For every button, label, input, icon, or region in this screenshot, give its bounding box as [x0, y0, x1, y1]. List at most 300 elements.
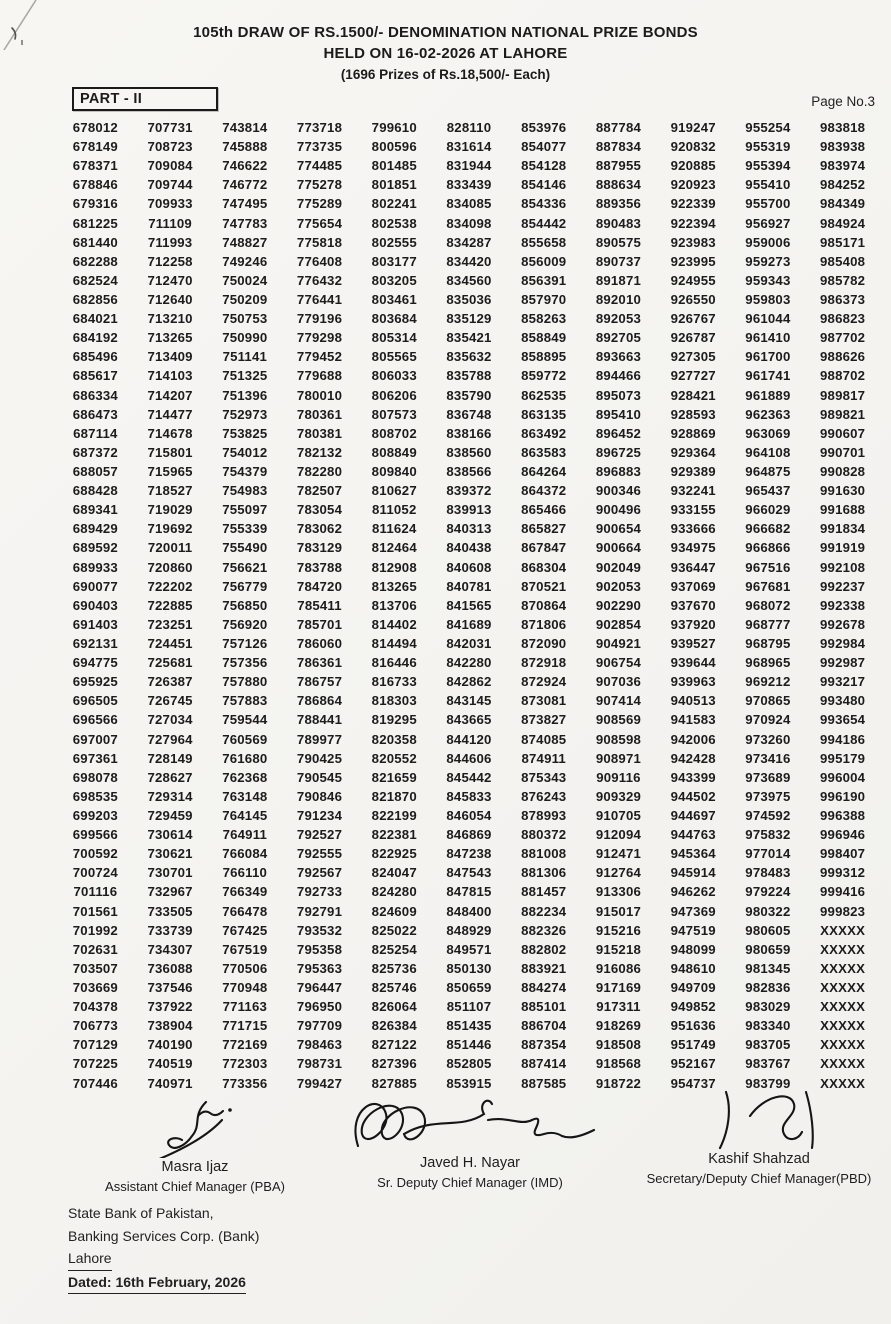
- bond-number: 682288: [72, 253, 118, 269]
- bond-number: 728149: [147, 750, 193, 766]
- bond-number: 755097: [222, 502, 268, 518]
- bond-number: 896883: [595, 464, 642, 480]
- bond-number: 831944: [446, 158, 492, 174]
- bond-number: 822925: [371, 846, 417, 862]
- org-line-1: State Bank of Pakistan,: [68, 1205, 214, 1221]
- bond-number: 797709: [296, 1018, 343, 1034]
- bond-number: 762368: [222, 769, 268, 785]
- bond-number: 858849: [521, 330, 567, 346]
- bond-number: 801851: [371, 177, 417, 193]
- bond-number: 748827: [222, 234, 268, 250]
- bond-number: 834287: [446, 234, 492, 250]
- bond-number: 786757: [296, 674, 343, 690]
- bond-number: 939527: [670, 636, 716, 651]
- bond-number: 887834: [595, 139, 642, 155]
- title-line-3: (1696 Prizes of Rs.18,500/- Each): [340, 67, 551, 82]
- bond-number: 711109: [148, 215, 192, 231]
- bond-number: 887354: [521, 1037, 567, 1053]
- bond-number: 943399: [670, 769, 716, 785]
- bond-number: 766478: [222, 903, 268, 919]
- bond-number: 989821: [820, 406, 866, 422]
- bond-number: 956927: [745, 215, 791, 231]
- bond-number: 698535: [72, 788, 118, 804]
- bond-number: 955319: [745, 139, 791, 155]
- bond-number: 798731: [296, 1056, 343, 1072]
- bond-number: 886704: [521, 1018, 567, 1034]
- bond-number: 922394: [670, 215, 716, 231]
- bond-number: 780361: [296, 406, 343, 422]
- bond-number: 981345: [745, 960, 791, 976]
- bond-number: 827122: [371, 1037, 417, 1053]
- bond-number: 989817: [820, 387, 866, 403]
- bond-number: 766110: [222, 865, 268, 881]
- bond-number: 959343: [745, 272, 791, 288]
- bond-number: 803461: [371, 292, 417, 308]
- bond-number: 986823: [820, 311, 866, 327]
- bond-number: 805565: [371, 349, 417, 365]
- bond-number: 968795: [745, 636, 791, 651]
- bond-number: 756850: [222, 597, 268, 613]
- bond-number: 689429: [72, 521, 118, 537]
- bond-number: 973975: [745, 788, 791, 804]
- bond-number: 754379: [222, 464, 268, 480]
- bond-number: 986373: [820, 292, 866, 308]
- bond-number: 684192: [72, 330, 118, 346]
- bond-number: 766349: [222, 884, 268, 900]
- bond-number: 839913: [446, 502, 492, 518]
- bond-number: 835129: [446, 311, 492, 327]
- bond-number: 783788: [296, 559, 343, 575]
- bond-number: 775289: [296, 196, 343, 212]
- bond-number: 978483: [745, 865, 791, 881]
- bond-number: 699203: [72, 807, 118, 823]
- bond-number: 995179: [820, 750, 866, 766]
- bond-number: 843665: [446, 712, 492, 728]
- bond-number: 969212: [745, 674, 791, 690]
- bond-number: 719692: [147, 521, 193, 537]
- bond-number: 803205: [371, 272, 417, 288]
- bond-number: 855658: [521, 234, 567, 250]
- part-label-box: [72, 87, 218, 111]
- bond-number: 916086: [595, 960, 642, 976]
- bond-number: 992984: [820, 636, 866, 651]
- bond-number: 690403: [72, 597, 118, 613]
- bond-number: 725681: [147, 655, 193, 671]
- bond-number: 839372: [446, 483, 492, 499]
- bond-number: 806206: [371, 387, 417, 403]
- bond-number: 807573: [371, 406, 417, 422]
- bond-number: 887414: [521, 1056, 567, 1072]
- bond-number: 893663: [595, 349, 642, 365]
- bond-number: 966866: [745, 540, 791, 556]
- bond-number: 851446: [446, 1037, 492, 1053]
- bond-number: 936447: [670, 559, 716, 575]
- bond-number: 992338: [820, 597, 866, 613]
- bond-number: 799610: [371, 120, 417, 136]
- bond-number: 892705: [595, 330, 642, 346]
- bond-number: 959273: [745, 253, 791, 269]
- document-header: [0, 22, 891, 85]
- bond-number: 803177: [371, 253, 417, 269]
- bond-number: 908598: [595, 731, 642, 747]
- bond-number: 723251: [147, 616, 193, 632]
- bond-number: 999312: [820, 865, 866, 881]
- bond-number: 876243: [521, 788, 567, 804]
- bond-number: 992108: [820, 559, 866, 575]
- bond-number: 918269: [595, 1018, 642, 1034]
- signatory-title-3: Secretary/Deputy Chief Manager(PBD): [646, 1171, 872, 1186]
- bond-number: 945364: [670, 846, 716, 862]
- bond-number: 856391: [521, 272, 567, 288]
- bond-number: 740190: [147, 1037, 193, 1053]
- bond-number: 843145: [446, 693, 492, 709]
- signature-block-1: [62, 1098, 328, 1194]
- bond-number: 679316: [72, 196, 118, 212]
- bond-number: 927305: [670, 349, 716, 365]
- bond-number: 940513: [670, 693, 716, 709]
- bond-number: 919247: [670, 120, 716, 136]
- bond-number: 948099: [670, 941, 716, 957]
- bond-number: 701116: [73, 884, 118, 900]
- bond-number: 902049: [595, 559, 642, 575]
- bond-number: 780381: [296, 425, 343, 441]
- bond-number: 825254: [371, 941, 417, 957]
- bond-number: 806033: [371, 368, 417, 384]
- bond-number: 799427: [296, 1075, 343, 1091]
- bond-number: 868304: [521, 559, 567, 575]
- bond-number: 983340: [745, 1018, 791, 1034]
- bond-number: 730621: [147, 846, 193, 862]
- bond-number: 689933: [72, 559, 118, 575]
- bond-number: 941583: [670, 712, 716, 728]
- bond-number: 857970: [521, 292, 567, 308]
- bond-number: 770506: [222, 960, 268, 976]
- bond-number: 775818: [296, 234, 343, 250]
- bond-number: 825746: [371, 979, 417, 995]
- bond-number: 887585: [521, 1075, 567, 1091]
- bond-number: 929364: [670, 444, 716, 460]
- bond-number: 773356: [222, 1075, 268, 1091]
- bond-number: 947519: [670, 922, 716, 938]
- bond-number: 991630: [820, 483, 866, 499]
- bond-number: 915017: [595, 903, 642, 919]
- bond-number: 697361: [72, 750, 118, 766]
- bond-number: 864264: [521, 464, 567, 480]
- bond-number: 750753: [222, 311, 268, 327]
- bond-number: 856009: [521, 253, 567, 269]
- bond-number: 740971: [147, 1075, 193, 1091]
- bond-number: 892053: [595, 311, 642, 327]
- bond-number: 922339: [670, 196, 716, 212]
- bond-number: 726387: [147, 674, 193, 690]
- signatory-title-1: Assistant Chief Manager (PBA): [105, 1179, 285, 1194]
- bond-number: 689341: [72, 502, 118, 518]
- bond-number: 880372: [521, 827, 567, 843]
- bond-number: 902053: [595, 578, 642, 594]
- bond-number: 858895: [521, 349, 567, 365]
- bond-number: 871806: [521, 616, 567, 632]
- bond-number: 790846: [296, 788, 343, 804]
- bond-number: 783062: [296, 521, 343, 537]
- bond-number: 681440: [72, 234, 118, 250]
- bond-number: 701992: [72, 922, 118, 938]
- bond-number: 792733: [296, 884, 343, 900]
- page-number: Page No.3: [811, 94, 875, 109]
- bond-number: 983029: [745, 999, 791, 1015]
- bond-number: 730614: [147, 827, 193, 843]
- bond-number: 840608: [446, 559, 492, 575]
- bond-number: 750209: [222, 292, 268, 308]
- bond-number: 887784: [595, 120, 642, 136]
- bond-number: 761680: [222, 750, 268, 766]
- bond-number: 979224: [745, 884, 791, 900]
- bond-number: 854336: [521, 196, 567, 212]
- bond-number: 773735: [296, 139, 343, 155]
- bond-number: 983818: [820, 120, 866, 136]
- bond-number: 708723: [147, 139, 193, 155]
- bond-number: 809840: [371, 464, 417, 480]
- bond-table: [58, 118, 880, 1093]
- bond-number: 678012: [72, 120, 118, 136]
- bond-number: 968072: [745, 597, 791, 613]
- bond-number: 729459: [147, 807, 193, 823]
- bond-number: 699566: [72, 827, 118, 843]
- bond-number: 948610: [670, 960, 716, 976]
- bond-number: 685496: [72, 349, 118, 365]
- bond-number: 949852: [670, 999, 716, 1015]
- bond-number: 834560: [446, 272, 492, 288]
- bond-number: 682524: [72, 272, 118, 288]
- bond-number: 980605: [745, 922, 791, 938]
- bond-number: 961700: [745, 349, 791, 365]
- bond-number: 992237: [820, 578, 866, 594]
- bond-number: 711993: [147, 234, 193, 250]
- bond-number: 918722: [595, 1075, 642, 1091]
- bond-number: 951749: [670, 1037, 716, 1053]
- bond-number: 785701: [296, 616, 343, 632]
- bond-number: 983767: [745, 1056, 791, 1072]
- bond-number: 690077: [72, 578, 118, 594]
- bond-number: 783129: [296, 540, 343, 556]
- bond-number: 714103: [147, 368, 193, 384]
- bond-number: 722885: [147, 597, 193, 613]
- bond-number: 782280: [296, 464, 343, 480]
- bond-number: 755490: [222, 540, 268, 556]
- bond-number: 678371: [72, 158, 118, 174]
- bond-number: 900664: [595, 540, 642, 556]
- bond-number: 834085: [446, 196, 492, 212]
- bond-number: 838560: [446, 444, 492, 460]
- bond-number: 825022: [371, 922, 417, 938]
- bond-number: 853915: [446, 1075, 492, 1091]
- bond-number: 824609: [371, 903, 417, 919]
- bond-number: 834098: [446, 215, 492, 231]
- bond-number: 992678: [820, 616, 866, 632]
- bond-number: 996004: [820, 769, 866, 785]
- bond-number: 713265: [147, 330, 193, 346]
- bond-number: 772303: [222, 1056, 268, 1072]
- bond-number: 874911: [521, 750, 566, 766]
- bond-number: 959803: [745, 292, 791, 308]
- bond-number: 991834: [820, 521, 866, 537]
- bond-number: 845442: [446, 769, 492, 785]
- bond-number: 785411: [297, 597, 342, 613]
- signature-ink-1: [106, 1098, 284, 1158]
- bond-number: 771715: [222, 1018, 268, 1034]
- bond-number: 789977: [296, 731, 343, 747]
- bond-number: 999416: [820, 884, 866, 900]
- bond-number: 715965: [147, 464, 193, 480]
- bond-number: 852805: [446, 1056, 492, 1072]
- bond-number: 835036: [446, 292, 492, 308]
- bond-number: 751396: [222, 387, 268, 403]
- bond-number: 870521: [521, 578, 567, 594]
- bond-number: 890737: [595, 253, 642, 269]
- bond-number: XXXXX: [820, 922, 866, 938]
- part-label: PART - II: [80, 91, 143, 107]
- signatory-name-3: Kashif Shahzad: [708, 1151, 810, 1167]
- bond-number: 784720: [296, 578, 343, 594]
- bond-number: 686334: [72, 387, 118, 403]
- bond-number: 776432: [296, 272, 343, 288]
- bond-number: 968777: [745, 616, 791, 632]
- bond-number: 771163: [222, 999, 268, 1015]
- bond-number: 840313: [446, 521, 492, 537]
- bond-number: 952167: [670, 1056, 716, 1072]
- bond-number: 757883: [222, 693, 268, 709]
- bond-number: 694775: [72, 655, 118, 671]
- bond-number: 955254: [745, 120, 791, 136]
- bond-number: 702631: [72, 941, 118, 957]
- bond-number: 984252: [820, 177, 866, 193]
- bond-number: 928421: [670, 387, 716, 403]
- bond-number: 991919: [820, 540, 866, 556]
- bond-number: 703669: [72, 979, 118, 995]
- bond-number: 863492: [521, 425, 567, 441]
- bond-number: 933155: [670, 502, 716, 518]
- signatory-title-2: Sr. Deputy Chief Manager (IMD): [377, 1175, 563, 1190]
- bond-number: 803684: [371, 311, 417, 327]
- bond-number: 926550: [670, 292, 716, 308]
- bond-number: 793532: [296, 922, 343, 938]
- bond-number: 865827: [521, 521, 567, 537]
- bond-number: XXXXX: [820, 1037, 866, 1053]
- bond-number: 737546: [147, 979, 193, 995]
- bond-number: 728627: [147, 769, 193, 785]
- signature-ink-2: [342, 1090, 598, 1154]
- bond-number: 966682: [745, 521, 791, 537]
- bond-number: 881457: [521, 884, 567, 900]
- bond-number: 825736: [371, 960, 417, 976]
- bond-number: 894466: [595, 368, 642, 384]
- bond-number: 775278: [296, 177, 343, 193]
- bond-number: 750990: [222, 330, 268, 346]
- bond-number: 955410: [745, 177, 791, 193]
- bond-number: 917311: [596, 999, 641, 1015]
- bond-number: XXXXX: [820, 979, 866, 995]
- bond-number: XXXXX: [820, 1018, 866, 1034]
- bond-number: 798463: [296, 1037, 343, 1053]
- bond-number: 990607: [820, 425, 866, 441]
- bond-number: 965437: [745, 483, 791, 499]
- bond-number: 816446: [371, 655, 417, 671]
- bond-number: 891871: [595, 272, 642, 288]
- bond-number: 924955: [670, 272, 716, 288]
- bond-number: 733505: [147, 903, 193, 919]
- bond-number: 759544: [222, 712, 268, 728]
- bond-number: 714477: [147, 406, 193, 422]
- bond-number: 881306: [521, 865, 567, 881]
- bond-number: 779452: [296, 349, 343, 365]
- bond-number: 873081: [521, 693, 567, 709]
- bond-number: 701561: [72, 903, 118, 919]
- bond-number: 944502: [670, 788, 716, 804]
- bond-number: 939644: [670, 655, 716, 671]
- bond-number: 867847: [521, 540, 567, 556]
- bond-number: 757356: [222, 655, 268, 671]
- bond-number: 836748: [446, 406, 492, 422]
- bond-number: 824280: [371, 884, 417, 900]
- bond-number: 812464: [371, 540, 417, 556]
- bond-number: 955700: [745, 196, 791, 212]
- bond-number: 834420: [446, 253, 492, 269]
- bond-number: 707731: [147, 120, 193, 136]
- bond-number: 792791: [296, 903, 343, 919]
- bond-number: 932241: [670, 483, 716, 499]
- bond-number: 998407: [820, 846, 866, 862]
- bond-number: 854077: [521, 139, 567, 155]
- bond-number: 707129: [72, 1037, 118, 1053]
- bond-number: 800596: [371, 139, 417, 155]
- bond-number: 968965: [745, 655, 791, 671]
- bond-number: 934975: [670, 540, 716, 556]
- bond-number: 749246: [222, 253, 268, 269]
- bond-number: 992987: [820, 655, 866, 671]
- bond-number: 993217: [820, 674, 866, 690]
- bond-number: 733739: [147, 922, 193, 938]
- bond-number: 909329: [595, 788, 642, 804]
- bond-number: 802538: [371, 215, 417, 231]
- signature-block-3: [628, 1088, 890, 1186]
- bond-number: 912471: [595, 846, 642, 862]
- bond-number: 720011: [147, 540, 193, 556]
- bond-number: 822199: [371, 807, 417, 823]
- bond-number: 862535: [521, 387, 567, 403]
- bond-number: 945914: [670, 865, 716, 881]
- bond-number: 873827: [521, 712, 567, 728]
- bond-number: 907036: [595, 674, 642, 690]
- bond-number: 813706: [371, 597, 417, 613]
- bond-number: 875343: [521, 769, 567, 785]
- bond-number: 917169: [595, 979, 642, 995]
- bond-number: 841689: [446, 616, 492, 632]
- bond-number: 918568: [595, 1056, 642, 1072]
- bond-number: 776441: [296, 292, 343, 308]
- bond-number: 854128: [521, 158, 567, 174]
- bond-number: 833439: [446, 177, 492, 193]
- bond-number: 928869: [670, 425, 716, 441]
- bond-number: 970924: [745, 712, 791, 728]
- bond-number: 714678: [147, 425, 193, 441]
- bond-number: 692131: [72, 636, 118, 651]
- bond-number: 944763: [670, 827, 716, 843]
- bond-number: 923983: [670, 234, 716, 250]
- bond-number: 826384: [371, 1018, 417, 1034]
- bond-number: 872918: [521, 655, 567, 671]
- bond-number: 949709: [670, 979, 716, 995]
- bond-number: 713409: [147, 349, 193, 365]
- bond-number: 994186: [820, 731, 866, 747]
